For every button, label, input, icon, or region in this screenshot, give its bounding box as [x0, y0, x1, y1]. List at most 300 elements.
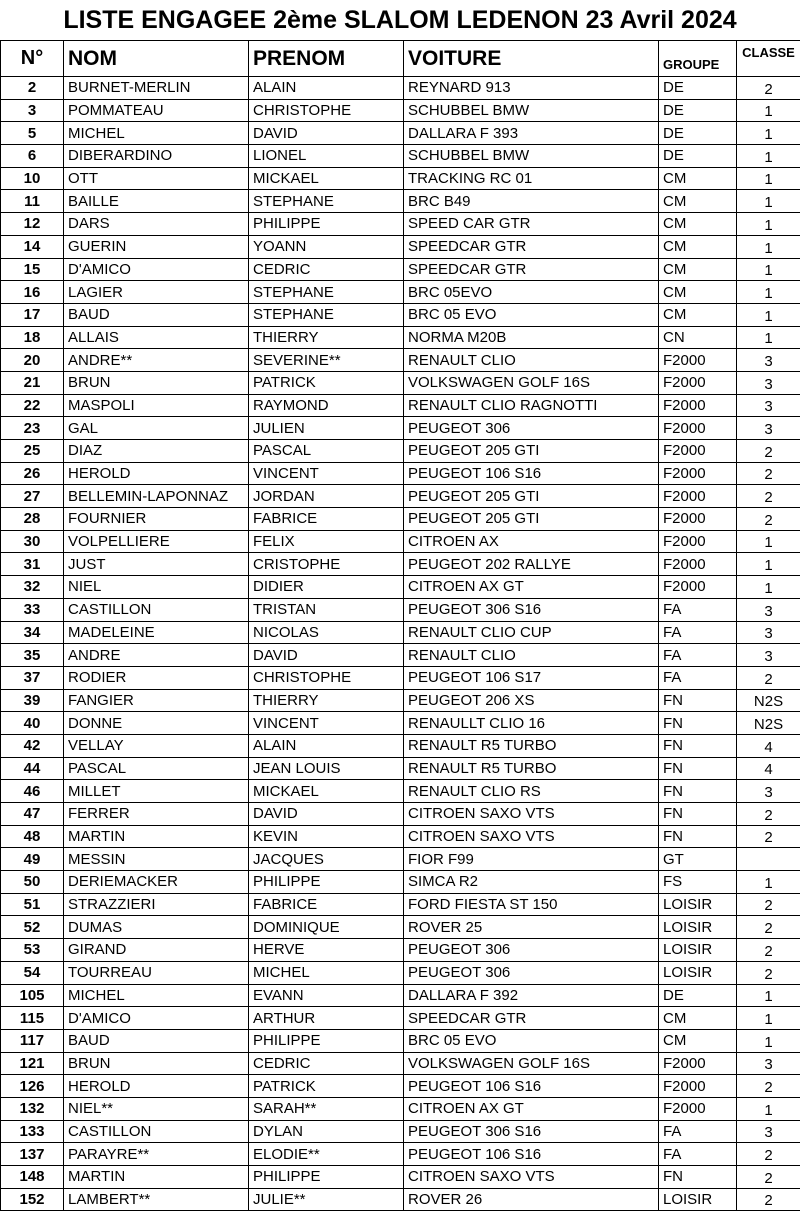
- cell-num: 5: [1, 122, 64, 145]
- cell-groupe: FA: [659, 1143, 737, 1166]
- table-row: [1, 734, 800, 757]
- cell-nom: GAL: [64, 417, 249, 440]
- table-row: [1, 440, 800, 463]
- cell-prenom: CEDRIC: [249, 1052, 404, 1075]
- cell-nom: DONNE: [64, 712, 249, 735]
- table-row: [1, 666, 800, 689]
- table-row: [1, 145, 800, 168]
- cell-prenom: CHRISTOPHE: [249, 99, 404, 122]
- cell-prenom: DAVID: [249, 803, 404, 826]
- cell-classe: 3: [737, 644, 800, 667]
- cell-classe: 1: [737, 1029, 800, 1052]
- table-row: [1, 1166, 800, 1189]
- cell-num: 126: [1, 1075, 64, 1098]
- cell-nom: MARTIN: [64, 825, 249, 848]
- cell-num: 33: [1, 598, 64, 621]
- cell-num: 44: [1, 757, 64, 780]
- cell-prenom: JORDAN: [249, 485, 404, 508]
- cell-classe: 3: [737, 1052, 800, 1075]
- cell-num: 115: [1, 1007, 64, 1030]
- cell-prenom: PHILIPPE: [249, 213, 404, 236]
- cell-nom: JUST: [64, 553, 249, 576]
- cell-nom: VOLPELLIERE: [64, 530, 249, 553]
- cell-prenom: MICHEL: [249, 961, 404, 984]
- cell-groupe: F2000: [659, 1097, 737, 1120]
- cell-groupe: F2000: [659, 417, 737, 440]
- cell-num: 25: [1, 440, 64, 463]
- table-row: [1, 281, 800, 304]
- cell-num: 20: [1, 349, 64, 372]
- cell-num: 50: [1, 871, 64, 894]
- cell-prenom: THIERRY: [249, 326, 404, 349]
- cell-groupe: LOISIR: [659, 916, 737, 939]
- cell-num: 53: [1, 939, 64, 962]
- cell-prenom: FABRICE: [249, 893, 404, 916]
- cell-classe: 3: [737, 349, 800, 372]
- cell-voiture: CITROEN SAXO VTS: [404, 825, 659, 848]
- cell-nom: MICHEL: [64, 122, 249, 145]
- cell-classe: 1: [737, 281, 800, 304]
- document-title: LISTE ENGAGEE 2ème SLALOM LEDENON 23 Avril 2024: [63, 6, 737, 34]
- table-body: [1, 77, 800, 1211]
- cell-voiture: RENAULT R5 TURBO: [404, 734, 659, 757]
- table-row: [1, 848, 800, 871]
- cell-groupe: FA: [659, 644, 737, 667]
- table-row: [1, 984, 800, 1007]
- cell-prenom: TRISTAN: [249, 598, 404, 621]
- cell-prenom: STEPHANE: [249, 281, 404, 304]
- table-row: [1, 1007, 800, 1030]
- cell-groupe: DE: [659, 984, 737, 1007]
- cell-nom: FERRER: [64, 803, 249, 826]
- table-row: [1, 190, 800, 213]
- cell-nom: MILLET: [64, 780, 249, 803]
- cell-voiture: PEUGEOT 106 S16: [404, 1143, 659, 1166]
- cell-groupe: FN: [659, 1166, 737, 1189]
- cell-classe: 1: [737, 99, 800, 122]
- cell-voiture: RENAULT CLIO RS: [404, 780, 659, 803]
- cell-classe: 2: [737, 77, 800, 100]
- cell-num: 47: [1, 803, 64, 826]
- table-row: [1, 780, 800, 803]
- cell-nom: NIEL: [64, 576, 249, 599]
- cell-prenom: ALAIN: [249, 77, 404, 100]
- cell-classe: 4: [737, 757, 800, 780]
- cell-nom: GUERIN: [64, 235, 249, 258]
- cell-nom: PASCAL: [64, 757, 249, 780]
- cell-classe: 1: [737, 326, 800, 349]
- cell-num: 11: [1, 190, 64, 213]
- cell-prenom: JEAN LOUIS: [249, 757, 404, 780]
- cell-voiture: DALLARA F 392: [404, 984, 659, 1007]
- cell-num: 26: [1, 462, 64, 485]
- cell-prenom: LIONEL: [249, 145, 404, 168]
- cell-nom: D'AMICO: [64, 258, 249, 281]
- cell-classe: 4: [737, 734, 800, 757]
- cell-prenom: DAVID: [249, 122, 404, 145]
- cell-nom: CASTILLON: [64, 598, 249, 621]
- cell-classe: 1: [737, 530, 800, 553]
- cell-groupe: FA: [659, 666, 737, 689]
- cell-num: 32: [1, 576, 64, 599]
- cell-prenom: VINCENT: [249, 462, 404, 485]
- cell-nom: BAILLE: [64, 190, 249, 213]
- cell-voiture: CITROEN SAXO VTS: [404, 1166, 659, 1189]
- table-row: [1, 349, 800, 372]
- cell-groupe: FN: [659, 780, 737, 803]
- cell-nom: DIBERARDINO: [64, 145, 249, 168]
- header-num: N°: [1, 41, 64, 77]
- cell-nom: MASPOLI: [64, 394, 249, 417]
- cell-voiture: PEUGEOT 106 S16: [404, 1075, 659, 1098]
- cell-classe: 2: [737, 1166, 800, 1189]
- cell-voiture: SPEEDCAR GTR: [404, 1007, 659, 1030]
- table-header-row: [1, 41, 800, 77]
- table-row: [1, 122, 800, 145]
- header-prenom: PRENOM: [249, 41, 404, 77]
- cell-nom: CASTILLON: [64, 1120, 249, 1143]
- cell-groupe: CM: [659, 281, 737, 304]
- cell-groupe: LOISIR: [659, 961, 737, 984]
- cell-nom: BAUD: [64, 303, 249, 326]
- table-row: [1, 644, 800, 667]
- cell-voiture: PEUGEOT 205 GTI: [404, 508, 659, 531]
- cell-voiture: PEUGEOT 306: [404, 961, 659, 984]
- cell-prenom: THIERRY: [249, 689, 404, 712]
- table-row: [1, 303, 800, 326]
- table-row: [1, 462, 800, 485]
- table-row: [1, 1120, 800, 1143]
- cell-num: 21: [1, 371, 64, 394]
- cell-num: 16: [1, 281, 64, 304]
- cell-nom: BRUN: [64, 371, 249, 394]
- cell-prenom: MICKAEL: [249, 780, 404, 803]
- cell-groupe: F2000: [659, 553, 737, 576]
- table-row: [1, 99, 800, 122]
- cell-classe: 2: [737, 1188, 800, 1211]
- cell-voiture: RENAULT R5 TURBO: [404, 757, 659, 780]
- cell-classe: 1: [737, 303, 800, 326]
- cell-prenom: STEPHANE: [249, 303, 404, 326]
- cell-groupe: CM: [659, 213, 737, 236]
- cell-groupe: CM: [659, 167, 737, 190]
- cell-voiture: BRC 05 EVO: [404, 1029, 659, 1052]
- cell-nom: STRAZZIERI: [64, 893, 249, 916]
- cell-num: 28: [1, 508, 64, 531]
- cell-prenom: DIDIER: [249, 576, 404, 599]
- cell-num: 17: [1, 303, 64, 326]
- cell-nom: FOURNIER: [64, 508, 249, 531]
- cell-voiture: PEUGEOT 306 S16: [404, 1120, 659, 1143]
- cell-classe: 2: [737, 939, 800, 962]
- cell-prenom: PASCAL: [249, 440, 404, 463]
- cell-voiture: ROVER 25: [404, 916, 659, 939]
- cell-nom: HEROLD: [64, 462, 249, 485]
- cell-num: 121: [1, 1052, 64, 1075]
- cell-nom: MARTIN: [64, 1166, 249, 1189]
- cell-nom: LAGIER: [64, 281, 249, 304]
- cell-num: 30: [1, 530, 64, 553]
- cell-nom: DUMAS: [64, 916, 249, 939]
- cell-prenom: NICOLAS: [249, 621, 404, 644]
- cell-prenom: PHILIPPE: [249, 1029, 404, 1052]
- table-row: [1, 371, 800, 394]
- table-row: [1, 803, 800, 826]
- cell-nom: BRUN: [64, 1052, 249, 1075]
- cell-num: 49: [1, 848, 64, 871]
- cell-prenom: PHILIPPE: [249, 1166, 404, 1189]
- cell-prenom: JACQUES: [249, 848, 404, 871]
- cell-prenom: ELODIE**: [249, 1143, 404, 1166]
- cell-voiture: CITROEN AX GT: [404, 1097, 659, 1120]
- table-row: [1, 235, 800, 258]
- cell-voiture: DALLARA F 393: [404, 122, 659, 145]
- cell-groupe: F2000: [659, 1075, 737, 1098]
- cell-nom: NIEL**: [64, 1097, 249, 1120]
- cell-groupe: F2000: [659, 462, 737, 485]
- cell-num: 152: [1, 1188, 64, 1211]
- cell-num: 23: [1, 417, 64, 440]
- cell-voiture: SPEEDCAR GTR: [404, 235, 659, 258]
- cell-classe: 2: [737, 1075, 800, 1098]
- cell-num: 132: [1, 1097, 64, 1120]
- cell-prenom: DYLAN: [249, 1120, 404, 1143]
- cell-prenom: MICKAEL: [249, 167, 404, 190]
- cell-voiture: SPEEDCAR GTR: [404, 258, 659, 281]
- cell-groupe: FN: [659, 803, 737, 826]
- table-row: [1, 417, 800, 440]
- cell-num: 39: [1, 689, 64, 712]
- cell-voiture: PEUGEOT 306 S16: [404, 598, 659, 621]
- table-row: [1, 1143, 800, 1166]
- cell-prenom: SEVERINE**: [249, 349, 404, 372]
- cell-classe: 1: [737, 871, 800, 894]
- cell-classe: 1: [737, 576, 800, 599]
- cell-classe: 3: [737, 394, 800, 417]
- cell-classe: 2: [737, 803, 800, 826]
- cell-num: 14: [1, 235, 64, 258]
- cell-nom: GIRAND: [64, 939, 249, 962]
- cell-nom: BELLEMIN-LAPONNAZ: [64, 485, 249, 508]
- cell-groupe: DE: [659, 99, 737, 122]
- cell-classe: 1: [737, 553, 800, 576]
- cell-groupe: CM: [659, 1007, 737, 1030]
- cell-prenom: RAYMOND: [249, 394, 404, 417]
- cell-num: 42: [1, 734, 64, 757]
- cell-nom: ANDRE**: [64, 349, 249, 372]
- cell-num: 148: [1, 1166, 64, 1189]
- cell-nom: DERIEMACKER: [64, 871, 249, 894]
- cell-voiture: PEUGEOT 306: [404, 417, 659, 440]
- table-row: [1, 621, 800, 644]
- cell-classe: 1: [737, 213, 800, 236]
- table-row: [1, 77, 800, 100]
- cell-classe: 1: [737, 122, 800, 145]
- cell-voiture: PEUGEOT 205 GTI: [404, 440, 659, 463]
- cell-classe: 1: [737, 167, 800, 190]
- cell-prenom: HERVE: [249, 939, 404, 962]
- cell-nom: ANDRE: [64, 644, 249, 667]
- cell-groupe: GT: [659, 848, 737, 871]
- cell-prenom: ARTHUR: [249, 1007, 404, 1030]
- cell-voiture: RENAULLT CLIO 16: [404, 712, 659, 735]
- cell-groupe: F2000: [659, 1052, 737, 1075]
- cell-classe: 2: [737, 825, 800, 848]
- cell-num: 52: [1, 916, 64, 939]
- cell-classe: 2: [737, 485, 800, 508]
- cell-prenom: JULIEN: [249, 417, 404, 440]
- cell-groupe: DE: [659, 145, 737, 168]
- cell-nom: TOURREAU: [64, 961, 249, 984]
- cell-voiture: CITROEN AX: [404, 530, 659, 553]
- cell-prenom: CHRISTOPHE: [249, 666, 404, 689]
- cell-voiture: VOLKSWAGEN GOLF 16S: [404, 1052, 659, 1075]
- cell-groupe: CM: [659, 303, 737, 326]
- cell-groupe: F2000: [659, 485, 737, 508]
- cell-num: 117: [1, 1029, 64, 1052]
- cell-voiture: BRC 05EVO: [404, 281, 659, 304]
- cell-prenom: DOMINIQUE: [249, 916, 404, 939]
- cell-voiture: NORMA M20B: [404, 326, 659, 349]
- table-row: [1, 961, 800, 984]
- table-row: [1, 939, 800, 962]
- cell-groupe: FA: [659, 621, 737, 644]
- cell-classe: 2: [737, 916, 800, 939]
- cell-groupe: DE: [659, 122, 737, 145]
- table-row: [1, 757, 800, 780]
- cell-num: 22: [1, 394, 64, 417]
- cell-classe: 3: [737, 417, 800, 440]
- cell-prenom: ALAIN: [249, 734, 404, 757]
- cell-groupe: F2000: [659, 530, 737, 553]
- cell-num: 3: [1, 99, 64, 122]
- cell-groupe: FA: [659, 598, 737, 621]
- cell-prenom: EVANN: [249, 984, 404, 1007]
- cell-num: 51: [1, 893, 64, 916]
- cell-num: 6: [1, 145, 64, 168]
- cell-num: 54: [1, 961, 64, 984]
- cell-num: 105: [1, 984, 64, 1007]
- table-row: [1, 712, 800, 735]
- cell-classe: 1: [737, 1007, 800, 1030]
- cell-num: 40: [1, 712, 64, 735]
- cell-nom: MICHEL: [64, 984, 249, 1007]
- header-classe: CLASSE: [737, 41, 800, 77]
- cell-num: 133: [1, 1120, 64, 1143]
- table-row: [1, 598, 800, 621]
- cell-groupe: DE: [659, 77, 737, 100]
- header-nom: NOM: [64, 41, 249, 77]
- cell-groupe: CM: [659, 235, 737, 258]
- table-row: [1, 326, 800, 349]
- cell-voiture: PEUGEOT 205 GTI: [404, 485, 659, 508]
- cell-groupe: F2000: [659, 371, 737, 394]
- cell-nom: LAMBERT**: [64, 1188, 249, 1211]
- cell-prenom: STEPHANE: [249, 190, 404, 213]
- cell-classe: 1: [737, 984, 800, 1007]
- header-voiture: VOITURE: [404, 41, 659, 77]
- cell-prenom: FABRICE: [249, 508, 404, 531]
- cell-classe: 3: [737, 598, 800, 621]
- cell-voiture: RENAULT CLIO RAGNOTTI: [404, 394, 659, 417]
- cell-classe: 3: [737, 621, 800, 644]
- cell-groupe: LOISIR: [659, 893, 737, 916]
- cell-groupe: CM: [659, 1029, 737, 1052]
- table-row: [1, 530, 800, 553]
- cell-prenom: CEDRIC: [249, 258, 404, 281]
- cell-voiture: SIMCA R2: [404, 871, 659, 894]
- cell-classe: 1: [737, 1097, 800, 1120]
- cell-groupe: LOISIR: [659, 1188, 737, 1211]
- cell-nom: FANGIER: [64, 689, 249, 712]
- table-row: [1, 916, 800, 939]
- cell-voiture: BRC B49: [404, 190, 659, 213]
- cell-nom: ALLAIS: [64, 326, 249, 349]
- table-row: [1, 825, 800, 848]
- cell-classe: N2S: [737, 689, 800, 712]
- cell-voiture: VOLKSWAGEN GOLF 16S: [404, 371, 659, 394]
- cell-num: 137: [1, 1143, 64, 1166]
- cell-num: 15: [1, 258, 64, 281]
- cell-groupe: F2000: [659, 394, 737, 417]
- cell-voiture: PEUGEOT 106 S17: [404, 666, 659, 689]
- table-row: [1, 893, 800, 916]
- table-row: [1, 576, 800, 599]
- table-row: [1, 1052, 800, 1075]
- cell-nom: RODIER: [64, 666, 249, 689]
- cell-num: 34: [1, 621, 64, 644]
- cell-nom: MADELEINE: [64, 621, 249, 644]
- cell-groupe: FS: [659, 871, 737, 894]
- cell-groupe: F2000: [659, 576, 737, 599]
- table-row: [1, 213, 800, 236]
- header-groupe: GROUPE: [659, 41, 737, 77]
- cell-num: 46: [1, 780, 64, 803]
- cell-classe: 1: [737, 145, 800, 168]
- cell-classe: 2: [737, 508, 800, 531]
- cell-groupe: CM: [659, 190, 737, 213]
- cell-groupe: F2000: [659, 349, 737, 372]
- cell-classe: 2: [737, 1143, 800, 1166]
- cell-groupe: FN: [659, 825, 737, 848]
- cell-nom: HEROLD: [64, 1075, 249, 1098]
- cell-nom: BURNET-MERLIN: [64, 77, 249, 100]
- cell-classe: 1: [737, 235, 800, 258]
- cell-num: 35: [1, 644, 64, 667]
- table-row: [1, 689, 800, 712]
- cell-num: 27: [1, 485, 64, 508]
- cell-voiture: PEUGEOT 306: [404, 939, 659, 962]
- cell-prenom: YOANN: [249, 235, 404, 258]
- table-row: [1, 871, 800, 894]
- table-row: [1, 1188, 800, 1211]
- cell-voiture: PEUGEOT 206 XS: [404, 689, 659, 712]
- table-row: [1, 394, 800, 417]
- cell-classe: 3: [737, 780, 800, 803]
- table-row: [1, 485, 800, 508]
- cell-classe: 3: [737, 1120, 800, 1143]
- cell-num: 12: [1, 213, 64, 236]
- cell-prenom: PATRICK: [249, 1075, 404, 1098]
- cell-num: 2: [1, 77, 64, 100]
- cell-voiture: SCHUBBEL BMW: [404, 99, 659, 122]
- cell-nom: DIAZ: [64, 440, 249, 463]
- cell-nom: OTT: [64, 167, 249, 190]
- table-row: [1, 167, 800, 190]
- cell-voiture: CITROEN SAXO VTS: [404, 803, 659, 826]
- cell-classe: 1: [737, 190, 800, 213]
- cell-groupe: FA: [659, 1120, 737, 1143]
